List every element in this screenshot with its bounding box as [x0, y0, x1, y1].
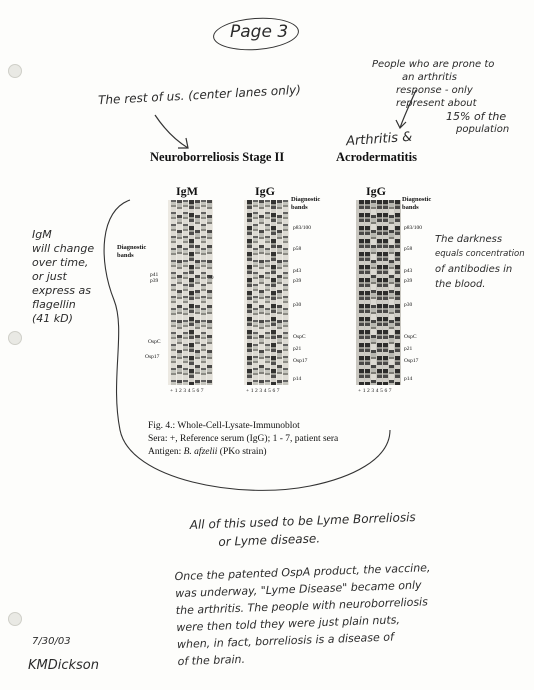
- band-label: Osp17: [293, 358, 308, 364]
- signature: KMDickson: [28, 658, 100, 673]
- diag-bands-panel3: Diagnostic bands: [402, 196, 432, 211]
- note-igm-line: (41 kD): [32, 312, 73, 325]
- band-label: p58: [404, 246, 413, 252]
- diag-bands-panel2: Diagnostic bands: [291, 196, 321, 211]
- band-label: OspC: [293, 334, 306, 340]
- band-label: p43: [404, 268, 413, 274]
- note-prone-line: an arthritis: [402, 72, 457, 83]
- binder-hole: [8, 612, 22, 626]
- note-prone-line: 15% of the: [446, 110, 507, 123]
- figure-title-neuro: Neuroborreliosis Stage II: [150, 150, 285, 164]
- note-date: 7/30/03: [32, 636, 71, 647]
- note-bottom-line: when, in fact, borreliosis is a disease of: [176, 630, 395, 652]
- band-label: p21: [293, 346, 302, 352]
- band-label: 30: [208, 275, 214, 281]
- note-arthritis: Arthritis &: [345, 129, 413, 150]
- band-label: p30: [293, 302, 302, 308]
- note-prone-line: response - only: [396, 85, 473, 96]
- panel2-label: IgG: [255, 184, 276, 198]
- binder-hole: [8, 64, 22, 78]
- note-darkness-line: The darkness: [435, 234, 503, 245]
- note-prone-line: People who are prone to: [372, 59, 495, 70]
- note-bottom-line: was underway, "Lyme Disease" became only: [174, 578, 422, 601]
- note-bottom-line: of the brain.: [177, 652, 246, 669]
- note-bottom-line: or Lyme disease.: [218, 531, 321, 549]
- figure-title-acro: Acrodermatitis: [336, 150, 417, 164]
- panel1-label: IgM: [176, 184, 198, 198]
- band-label: p21: [404, 346, 413, 352]
- band-label: p14: [293, 376, 302, 382]
- note-bottom-line: Once the patented OspA product, the vaccine,: [174, 561, 431, 584]
- band-label: OspC: [404, 334, 417, 340]
- band-label: OspC: [148, 339, 161, 345]
- caption-line: Fig. 4.: Whole-Cell-Lysate-Immunoblot: [148, 421, 300, 431]
- figure-caption: [148, 420, 338, 459]
- lane-labels: +1234567: [246, 388, 282, 394]
- band-label: Osp17: [145, 354, 160, 360]
- note-igm-line: express as: [32, 284, 91, 297]
- arrow-icon: [392, 86, 422, 132]
- band-label: p58: [293, 246, 302, 252]
- arrow-icon: [150, 110, 200, 155]
- note-igm-line: or just: [32, 270, 67, 283]
- note-darkness-line: equals concentration: [435, 249, 525, 259]
- band-label: p41: [150, 272, 159, 278]
- note-darkness-line: of antibodies in: [435, 264, 513, 275]
- note-igm-line: over time,: [32, 256, 89, 269]
- note-darkness: [435, 232, 534, 292]
- note-prone-line: represent about: [396, 98, 477, 109]
- band-label: p30: [404, 302, 413, 308]
- band-label: p39: [293, 278, 302, 284]
- note-igm-line: IgM: [32, 228, 52, 241]
- note-bottom-line: the arthritis. The people with neuroborreliosis: [175, 595, 429, 618]
- diag-bands-left: Diagnostic bands: [117, 244, 147, 259]
- page-label: Page 3: [230, 22, 289, 42]
- band-label: p14: [404, 376, 413, 382]
- lane-labels: +1234567: [170, 388, 206, 394]
- caption-line: Antigen: B. afzelii (PKo strain): [148, 447, 267, 457]
- lane-labels: +1234567: [358, 388, 394, 394]
- band-label: p39: [150, 278, 159, 284]
- band-label: p39: [404, 278, 413, 284]
- band-label: p83/100: [404, 225, 423, 231]
- band-label: Osp17: [404, 358, 419, 364]
- blot-panel-igg: [244, 200, 289, 385]
- panel3-label: IgG: [366, 184, 387, 198]
- blot-panel-igm: [168, 200, 213, 385]
- caption-line: Sera: +, Reference serum (IgG); 1 - 7, patient sera: [148, 434, 339, 444]
- binder-hole: [8, 331, 22, 345]
- note-bottom-line: All of this used to be Lyme Borreliosis: [189, 510, 416, 532]
- note-rest-of-us: The rest of us. (center lanes only): [97, 82, 302, 108]
- blot-panel-acro: [356, 200, 401, 385]
- note-bottom-paragraph: [174, 556, 527, 670]
- note-prone-line: population: [456, 124, 510, 135]
- note-bottom-line: were then told they were just plain nuts,: [176, 613, 401, 635]
- note-bottom-heading: [189, 508, 416, 552]
- band-label: p43: [293, 268, 302, 274]
- note-igm-line: will change: [32, 242, 95, 255]
- note-darkness-line: the blood.: [435, 279, 486, 290]
- note-igm-line: flagellin: [32, 298, 76, 311]
- band-label: p83/100: [293, 225, 312, 231]
